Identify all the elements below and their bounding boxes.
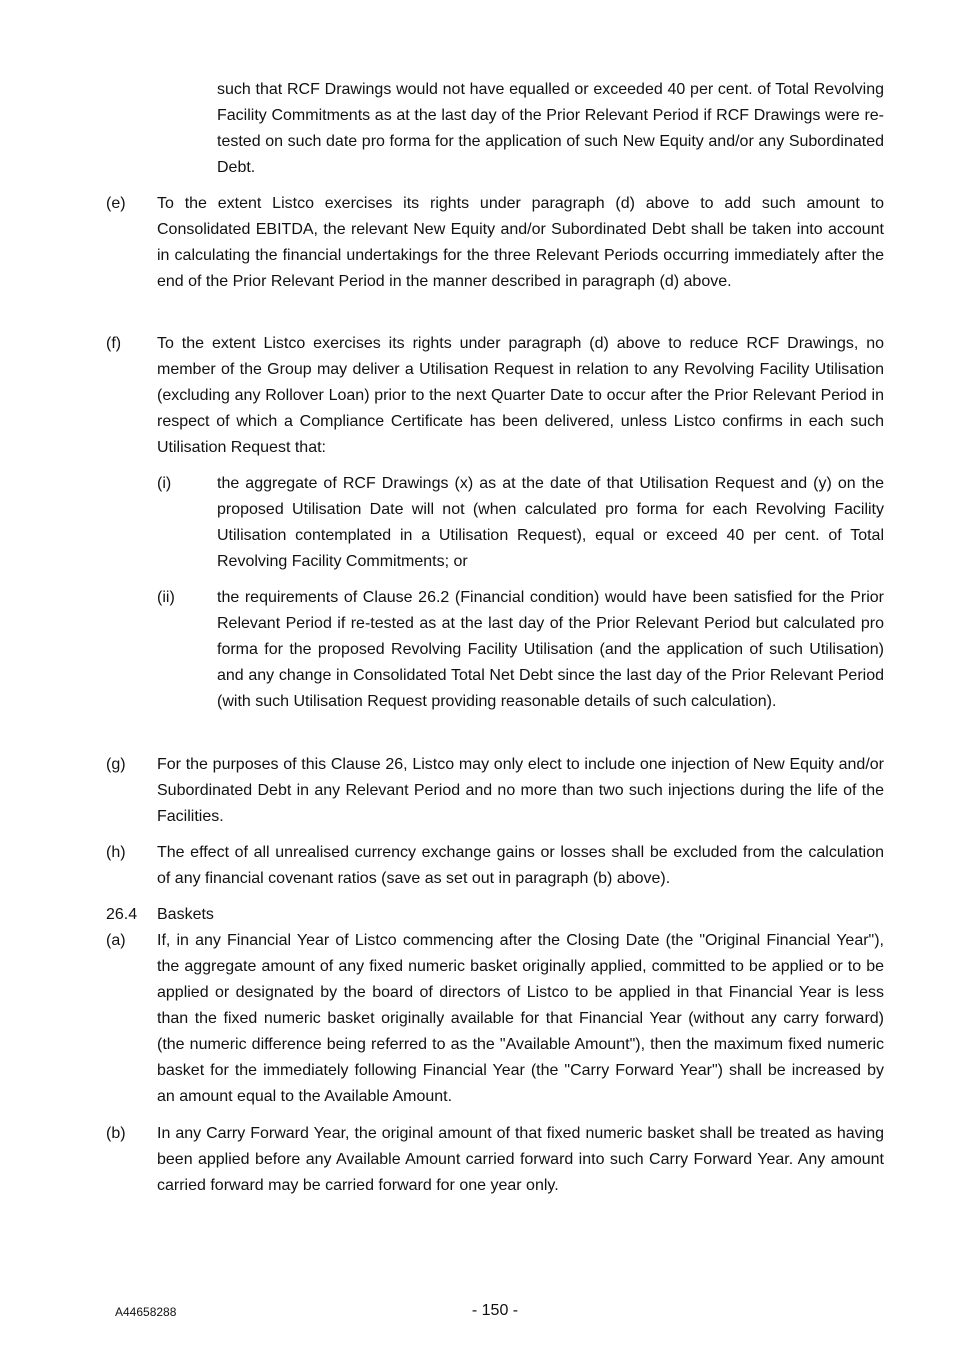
paragraph-label: (i) (157, 475, 172, 492)
paragraph-label: (g) (106, 756, 126, 773)
paragraph-label: (e) (106, 195, 126, 212)
paragraph-label: (a) (106, 932, 126, 949)
paragraph-text: such that RCF Drawings would not have equalled or exceeded 40 per cent. of Total Revolving Facility Commitments as at the last day of the Prior Relevant Period if RCF Drawings were re-tested on such date pro forma for the application of such New Equity and/or any Subordinated Debt. (217, 81, 884, 176)
paragraph-label: (ii) (157, 589, 175, 606)
paragraph-text: To the extent Listco exercises its rights under paragraph (d) above to reduce RCF Drawings, no member of the Group may deliver a Utilisation Request in relation to any Revolving Facility Utilisation (excluding any Rollover Loan) prior to the next Quarter Date to occur after the Prior Relevant Period in respect of which a Compliance Certificate has been delivered, unless Listco confirms in each such Utilisation Request that: (157, 335, 884, 456)
paragraph-text: the requirements of Clause 26.2 (Financial condition) would have been satisfied for the Prior Relevant Period if re-tested as at the last day of the Prior Relevant Period but calculated pro forma for the proposed Revolving Facility Utilisation (and the application of such Utilisation) and any change in Consolidated Total Net Debt since the last day of the Prior Relevant Period (with such Utilisation Request providing reasonable details of such calculation). (217, 589, 884, 710)
section-number: 26.4 (106, 906, 138, 923)
paragraph-label: (b) (106, 1125, 126, 1142)
section-title: Baskets (157, 906, 214, 923)
paragraph-label: (h) (106, 844, 126, 861)
paragraph-text: If, in any Financial Year of Listco commencing after the Closing Date (the "Original Financial Year"), the aggregate amount of any fixed numeric basket originally applied, committed to be applied or to be applied or designated by the board of directors of Listco to be applied in that Financial Year is less than the fixed numeric basket originally available for that Financial Year (without any carry forward) (the numeric difference being referred to as the "Available Amount"), then the maximum fixed numeric basket for the immediately following Financial Year (the "Carry Forward Year") shall be increased by an amount equal to the Available Amount. (157, 932, 884, 1105)
paragraph-text: In any Carry Forward Year, the original amount of that fixed numeric basket shall be treated as having been applied before any Available Amount carried forward into such Carry Forward Year. Any amount carried forward may be carried forward for one year only. (157, 1125, 884, 1194)
paragraph-text: To the extent Listco exercises its rights under paragraph (d) above to add such amount to Consolidated EBITDA, the relevant New Equity and/or Subordinated Debt shall be taken into account in calculating the financial undertakings for the three Relevant Periods occurring immediately after the end of the Prior Relevant Period in the manner described in paragraph (d) above. (157, 195, 884, 290)
paragraph-text: The effect of all unrealised currency exchange gains or losses shall be excluded from the calculation of any financial covenant ratios (save as set out in paragraph (b) above). (157, 844, 884, 887)
paragraph-label: (f) (106, 335, 122, 352)
document-id: A44658288 (115, 1305, 177, 1319)
paragraph-text: For the purposes of this Clause 26, Listco may only elect to include one injection of New Equity and/or Subordinated Debt in any Relevant Period and no more than two such injections during the life of the Facilities. (157, 756, 884, 825)
page-number: - 150 - (471, 1302, 519, 1319)
paragraph-text: the aggregate of RCF Drawings (x) as at the date of that Utilisation Request and (y) on the proposed Utilisation Date will not (when calculated pro forma for each Revolving Facility Utilisation contemplated in a Utilisation Request), equal or exceed 40 per cent. of Total Revolving Facility Commitments; or (217, 475, 884, 570)
